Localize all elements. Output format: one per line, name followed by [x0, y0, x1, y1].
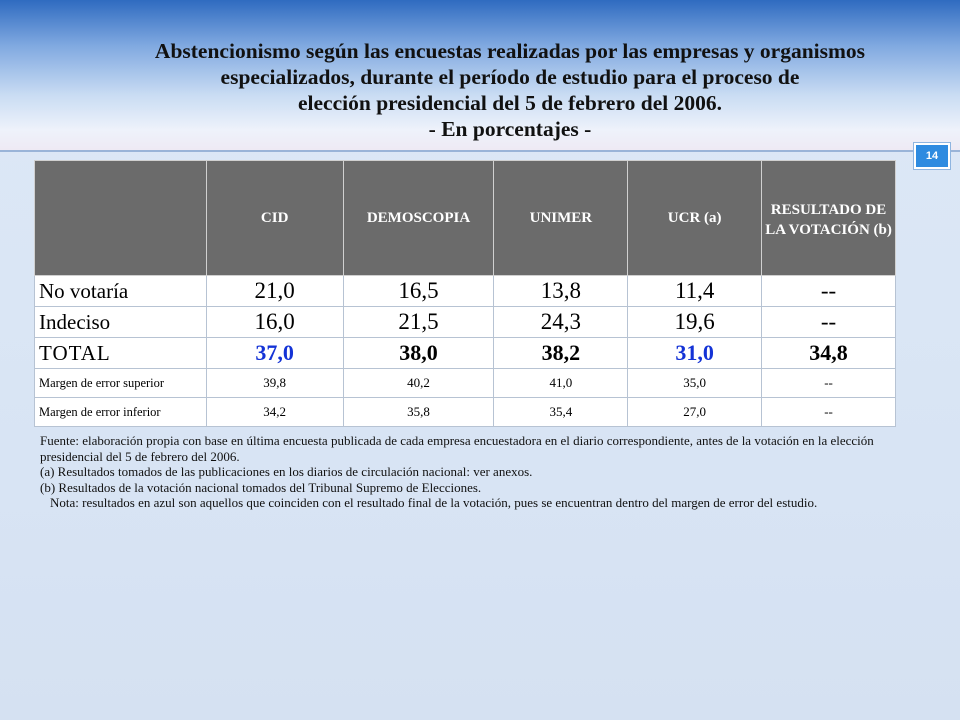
footnotes [40, 433, 900, 511]
cell-value: 41,0 [494, 369, 628, 398]
title-line-1: Abstencionismo según las encuestas realizadas por las empresas y organismos [154, 39, 866, 63]
cell-value: 34,2 [206, 398, 343, 427]
cell-value: -- [762, 276, 896, 307]
abstention-table [34, 160, 896, 427]
cell-value: 21,0 [206, 276, 343, 307]
title-line-4: - En porcentajes - [428, 117, 592, 141]
slide-title [60, 38, 960, 142]
note-b: (b) Resultados de la votación nacional tomados del Tribunal Supremo de Elecciones. [40, 479, 482, 495]
cell-value: 38,2 [494, 338, 628, 369]
row-label: TOTAL [35, 338, 207, 369]
cell-value: 35,0 [628, 369, 762, 398]
cell-value: 13,8 [494, 276, 628, 307]
table-row [35, 398, 896, 427]
cell-value: 34,8 [762, 338, 896, 369]
note-a: (a) Resultados tomados de las publicaciones en los diarios de circulación nacional: ver anexos. [40, 464, 533, 479]
table-row [35, 276, 896, 307]
cell-value-highlight: 31,0 [628, 338, 762, 369]
row-label: Margen de error inferior [35, 398, 207, 427]
cell-value: 19,6 [628, 307, 762, 338]
row-label: Margen de error superior [35, 369, 207, 398]
header-ucr: UCR (a) [628, 161, 762, 276]
title-line-3: elección presidencial del 5 de febrero del 2006. [298, 91, 722, 115]
table-row [35, 369, 896, 398]
cell-value: -- [762, 398, 896, 427]
cell-value: 35,8 [343, 398, 494, 427]
header-cid: CID [206, 161, 343, 276]
cell-value: 27,0 [628, 398, 762, 427]
source-note: Fuente: elaboración propia con base en última encuesta publicada de cada empresa encuestadora en el diario correspondiente, antes de la votación en la elección presidencial del 5 de febrero del 2006. [40, 433, 874, 464]
header-resultado: RESULTADO DE LA VOTACIÓN (b) [762, 161, 896, 276]
row-label: Indeciso [35, 307, 207, 338]
cell-value: 24,3 [494, 307, 628, 338]
cell-value: 38,0 [343, 338, 494, 369]
table-row-total [35, 338, 896, 369]
cell-value: 39,8 [206, 369, 343, 398]
table-row [35, 307, 896, 338]
cell-value-highlight: 37,0 [206, 338, 343, 369]
page-number-badge: 14 [914, 143, 950, 169]
cell-value: 16,0 [206, 307, 343, 338]
header-divider [0, 150, 960, 152]
table-header-row [35, 161, 896, 276]
cell-value: 21,5 [343, 307, 494, 338]
cell-value: -- [762, 307, 896, 338]
cell-value: 16,5 [343, 276, 494, 307]
header-empty [35, 161, 207, 276]
cell-value: 11,4 [628, 276, 762, 307]
cell-value: 35,4 [494, 398, 628, 427]
cell-value: -- [762, 369, 896, 398]
row-label: No votaría [35, 276, 207, 307]
nota-note: Nota: resultados en azul son aquellos que coinciden con el resultado final de la votación, pues se encuentran dentro del margen de error del estudio. [50, 495, 818, 510]
cell-value: 40,2 [343, 369, 494, 398]
title-line-2: especializados, durante el período de estudio para el proceso de [220, 65, 800, 89]
header-demoscopia: DEMOSCOPIA [343, 161, 494, 276]
header-unimer: UNIMER [494, 161, 628, 276]
